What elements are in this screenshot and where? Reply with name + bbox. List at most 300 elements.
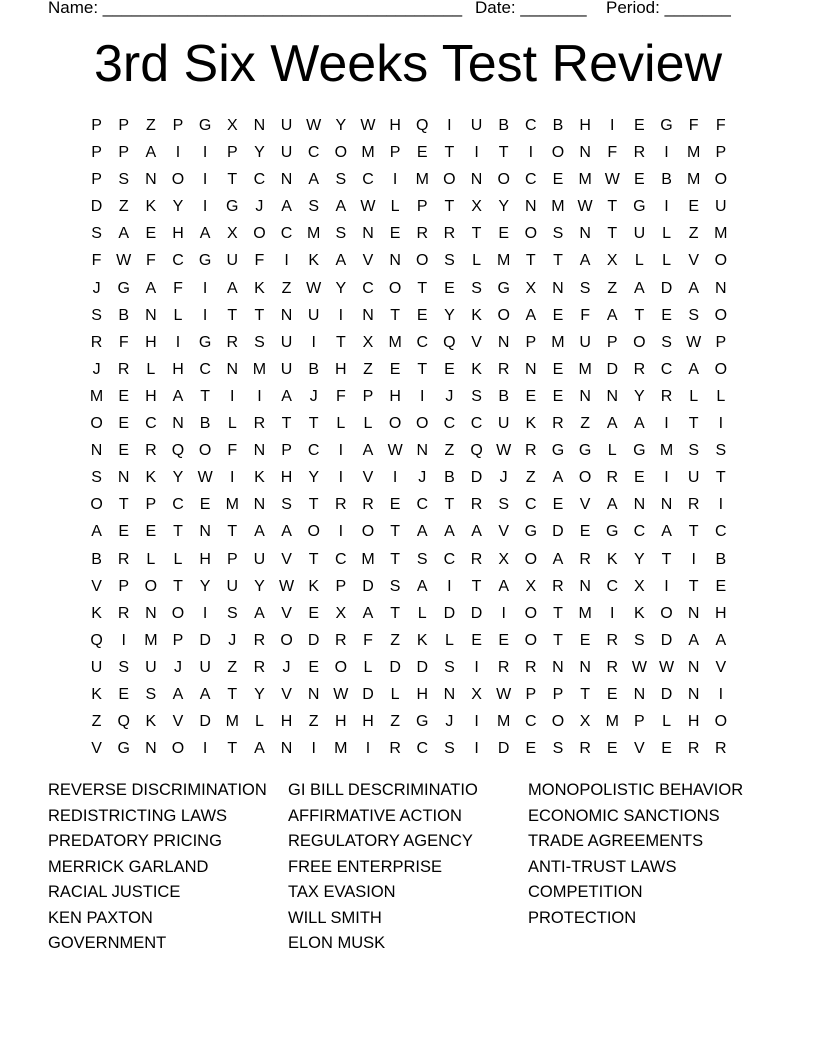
grid-cell[interactable]: R: [117, 360, 130, 378]
grid-cell[interactable]: I: [718, 496, 724, 514]
grid-cell[interactable]: G: [497, 279, 510, 297]
grid-cell[interactable]: U: [687, 469, 700, 487]
grid-cell[interactable]: R: [579, 740, 591, 758]
grid-cell[interactable]: E: [444, 360, 455, 378]
grid-cell[interactable]: T: [227, 740, 238, 758]
grid-cell[interactable]: V: [471, 333, 482, 351]
grid-cell[interactable]: E: [552, 306, 564, 324]
grid-cell[interactable]: W: [604, 171, 620, 189]
grid-cell[interactable]: N: [470, 171, 483, 189]
grid-cell[interactable]: A: [579, 252, 591, 270]
grid-cell[interactable]: T: [390, 523, 400, 541]
grid-cell[interactable]: P: [552, 685, 564, 703]
grid-cell[interactable]: U: [280, 144, 293, 162]
grid-cell[interactable]: L: [689, 387, 699, 405]
grid-cell[interactable]: N: [145, 171, 157, 189]
grid-cell[interactable]: V: [281, 604, 292, 622]
grid-cell[interactable]: V: [91, 577, 102, 595]
grid-cell[interactable]: W: [577, 198, 593, 216]
grid-cell[interactable]: F: [688, 117, 699, 134]
grid-cell[interactable]: V: [688, 252, 699, 270]
grid-cell[interactable]: V: [362, 469, 374, 487]
grid-cell[interactable]: N: [633, 685, 646, 703]
grid-cell[interactable]: O: [551, 144, 565, 162]
grid-cell[interactable]: D: [552, 523, 564, 541]
grid-cell[interactable]: C: [443, 550, 456, 568]
grid-cell[interactable]: S: [91, 469, 102, 487]
grid-cell[interactable]: Z: [227, 658, 238, 676]
grid-cell[interactable]: U: [715, 198, 727, 216]
grid-cell[interactable]: R: [335, 631, 347, 649]
grid-cell[interactable]: Y: [634, 550, 645, 568]
grid-cell[interactable]: E: [308, 604, 320, 622]
grid-cell[interactable]: Z: [363, 360, 373, 378]
grid-cell[interactable]: I: [202, 604, 208, 622]
grid-cell[interactable]: B: [118, 306, 130, 324]
grid-cell[interactable]: S: [254, 333, 265, 351]
grid-cell[interactable]: I: [664, 198, 669, 216]
grid-cell[interactable]: O: [524, 604, 538, 622]
grid-cell[interactable]: Z: [688, 225, 699, 243]
grid-cell[interactable]: I: [420, 387, 425, 405]
grid-cell[interactable]: Z: [308, 713, 319, 731]
grid-cell[interactable]: M: [89, 387, 104, 405]
grid-cell[interactable]: A: [688, 279, 699, 297]
grid-cell[interactable]: I: [338, 469, 344, 487]
grid-cell[interactable]: I: [202, 279, 208, 297]
grid-cell[interactable]: A: [362, 442, 374, 460]
grid-cell[interactable]: S: [552, 225, 564, 243]
grid-cell[interactable]: M: [334, 740, 348, 758]
grid-cell[interactable]: D: [660, 279, 673, 297]
grid-cell[interactable]: K: [525, 415, 537, 433]
grid-cell[interactable]: O: [714, 306, 728, 324]
grid-cell[interactable]: I: [664, 415, 669, 433]
grid-cell[interactable]: N: [443, 685, 456, 703]
grid-cell[interactable]: N: [525, 360, 537, 378]
grid-cell[interactable]: Y: [172, 198, 184, 216]
grid-cell[interactable]: T: [444, 198, 455, 216]
grid-cell[interactable]: T: [471, 577, 482, 595]
grid-cell[interactable]: I: [365, 740, 371, 758]
grid-cell[interactable]: X: [606, 252, 618, 270]
grid-cell[interactable]: P: [525, 685, 537, 703]
grid-cell[interactable]: I: [338, 306, 344, 324]
grid-cell[interactable]: I: [202, 144, 208, 162]
grid-cell[interactable]: I: [202, 171, 208, 189]
grid-cell[interactable]: U: [145, 658, 157, 676]
grid-cell[interactable]: T: [200, 387, 211, 405]
grid-cell[interactable]: I: [121, 631, 126, 649]
grid-cell[interactable]: F: [118, 333, 129, 351]
word-search-grid[interactable]: [83, 112, 734, 762]
grid-cell[interactable]: N: [117, 469, 130, 487]
grid-cell[interactable]: P: [118, 117, 130, 134]
grid-cell[interactable]: S: [335, 171, 347, 189]
grid-cell[interactable]: N: [715, 279, 727, 297]
grid-cell[interactable]: W: [279, 577, 295, 595]
grid-cell[interactable]: C: [362, 279, 374, 297]
grid-cell[interactable]: C: [280, 225, 293, 243]
grid-cell[interactable]: S: [335, 225, 347, 243]
grid-cell[interactable]: C: [416, 740, 429, 758]
grid-cell[interactable]: T: [607, 198, 618, 216]
grid-cell[interactable]: E: [118, 523, 130, 541]
grid-cell[interactable]: D: [307, 631, 320, 649]
grid-cell[interactable]: R: [443, 225, 456, 243]
grid-cell[interactable]: A: [199, 225, 211, 243]
grid-cell[interactable]: R: [687, 740, 700, 758]
grid-cell[interactable]: P: [715, 333, 727, 351]
grid-cell[interactable]: P: [281, 442, 292, 460]
grid-cell[interactable]: D: [606, 360, 619, 378]
grid-cell[interactable]: U: [226, 577, 239, 595]
grid-cell[interactable]: E: [525, 387, 537, 405]
grid-cell[interactable]: V: [498, 523, 510, 541]
grid-cell[interactable]: R: [470, 496, 483, 514]
grid-cell[interactable]: M: [605, 713, 619, 731]
grid-cell[interactable]: T: [715, 469, 726, 487]
grid-cell[interactable]: C: [715, 523, 727, 541]
grid-cell[interactable]: O: [551, 713, 565, 731]
grid-cell[interactable]: H: [172, 225, 184, 243]
grid-cell[interactable]: N: [579, 225, 591, 243]
grid-cell[interactable]: K: [91, 604, 102, 622]
grid-cell[interactable]: M: [144, 631, 158, 649]
grid-cell[interactable]: T: [227, 306, 238, 324]
grid-cell[interactable]: T: [661, 550, 672, 568]
grid-cell[interactable]: S: [444, 740, 455, 758]
grid-cell[interactable]: H: [335, 713, 347, 731]
grid-cell[interactable]: G: [578, 442, 592, 460]
grid-cell[interactable]: L: [444, 631, 454, 649]
grid-cell[interactable]: N: [253, 496, 266, 514]
grid-cell[interactable]: B: [199, 415, 211, 433]
grid-cell[interactable]: U: [633, 225, 646, 243]
grid-cell[interactable]: R: [525, 658, 537, 676]
grid-cell[interactable]: L: [662, 225, 671, 243]
grid-cell[interactable]: E: [634, 117, 645, 134]
grid-cell[interactable]: T: [688, 523, 699, 541]
grid-cell[interactable]: H: [145, 387, 157, 405]
grid-cell[interactable]: T: [308, 496, 319, 514]
grid-cell[interactable]: L: [417, 604, 427, 622]
grid-cell[interactable]: S: [416, 550, 428, 568]
grid-cell[interactable]: Y: [199, 577, 211, 595]
grid-cell[interactable]: V: [362, 252, 374, 270]
grid-cell[interactable]: A: [226, 279, 238, 297]
grid-cell[interactable]: W: [360, 198, 376, 216]
grid-cell[interactable]: N: [199, 523, 211, 541]
grid-cell[interactable]: K: [254, 469, 265, 487]
grid-cell[interactable]: Q: [117, 713, 130, 731]
grid-cell[interactable]: T: [390, 306, 400, 324]
grid-cell[interactable]: A: [688, 631, 699, 649]
grid-cell[interactable]: R: [525, 442, 537, 460]
grid-cell[interactable]: R: [606, 631, 619, 649]
grid-cell[interactable]: E: [416, 306, 428, 324]
grid-cell[interactable]: T: [580, 685, 590, 703]
grid-cell[interactable]: E: [389, 225, 401, 243]
grid-cell[interactable]: A: [254, 604, 265, 622]
grid-cell[interactable]: N: [307, 685, 320, 703]
grid-cell[interactable]: E: [661, 740, 672, 758]
grid-cell[interactable]: W: [496, 685, 512, 703]
grid-cell[interactable]: I: [474, 658, 479, 676]
grid-cell[interactable]: M: [415, 171, 429, 189]
grid-cell[interactable]: G: [226, 198, 239, 216]
grid-cell[interactable]: J: [445, 713, 454, 731]
grid-cell[interactable]: Y: [254, 577, 265, 595]
grid-cell[interactable]: O: [280, 631, 293, 649]
grid-cell[interactable]: P: [118, 144, 130, 162]
grid-cell[interactable]: T: [173, 577, 183, 595]
grid-cell[interactable]: C: [362, 171, 374, 189]
grid-cell[interactable]: M: [252, 360, 267, 378]
grid-cell[interactable]: H: [172, 360, 184, 378]
grid-cell[interactable]: O: [171, 171, 185, 189]
grid-cell[interactable]: S: [688, 442, 699, 460]
grid-cell[interactable]: F: [363, 631, 373, 649]
grid-cell[interactable]: R: [715, 740, 727, 758]
grid-cell[interactable]: N: [253, 442, 266, 460]
grid-cell[interactable]: U: [90, 658, 103, 676]
grid-cell[interactable]: O: [497, 171, 510, 189]
grid-cell[interactable]: P: [715, 144, 727, 162]
grid-cell[interactable]: B: [91, 550, 102, 568]
grid-cell[interactable]: K: [471, 306, 482, 324]
grid-cell[interactable]: A: [118, 225, 130, 243]
grid-cell[interactable]: S: [281, 496, 292, 514]
grid-cell[interactable]: H: [416, 685, 429, 703]
grid-cell[interactable]: H: [389, 387, 401, 405]
grid-cell[interactable]: E: [498, 631, 510, 649]
grid-cell[interactable]: N: [362, 306, 374, 324]
grid-cell[interactable]: J: [309, 387, 318, 405]
grid-cell[interactable]: T: [254, 306, 265, 324]
grid-cell[interactable]: N: [145, 306, 157, 324]
grid-cell[interactable]: C: [525, 496, 537, 514]
grid-cell[interactable]: A: [715, 631, 727, 649]
grid-cell[interactable]: T: [688, 415, 699, 433]
grid-cell[interactable]: S: [498, 496, 510, 514]
grid-cell[interactable]: J: [173, 658, 182, 676]
grid-cell[interactable]: R: [552, 415, 564, 433]
grid-cell[interactable]: C: [443, 415, 456, 433]
grid-cell[interactable]: A: [199, 685, 211, 703]
grid-cell[interactable]: O: [497, 306, 510, 324]
grid-cell[interactable]: Y: [444, 306, 455, 324]
grid-cell[interactable]: B: [552, 117, 564, 134]
grid-cell[interactable]: P: [634, 713, 645, 731]
grid-cell[interactable]: I: [175, 144, 181, 162]
grid-cell[interactable]: Z: [444, 442, 455, 460]
grid-cell[interactable]: D: [443, 604, 456, 622]
grid-cell[interactable]: I: [284, 252, 289, 270]
grid-cell[interactable]: Z: [525, 469, 536, 487]
grid-cell[interactable]: U: [199, 658, 211, 676]
grid-cell[interactable]: L: [390, 685, 400, 703]
grid-cell[interactable]: N: [362, 225, 374, 243]
grid-cell[interactable]: E: [579, 523, 591, 541]
grid-cell[interactable]: E: [715, 577, 727, 595]
grid-cell[interactable]: T: [553, 604, 563, 622]
grid-cell[interactable]: W: [306, 279, 322, 297]
grid-cell[interactable]: M: [307, 225, 321, 243]
grid-cell[interactable]: X: [335, 604, 347, 622]
name-field[interactable]: Name: ______________________________________: [48, 0, 463, 17]
grid-cell[interactable]: A: [606, 415, 618, 433]
grid-cell[interactable]: C: [307, 144, 320, 162]
grid-cell[interactable]: A: [661, 523, 672, 541]
grid-cell[interactable]: I: [202, 740, 208, 758]
grid-cell[interactable]: S: [552, 740, 564, 758]
grid-cell[interactable]: N: [687, 658, 700, 676]
grid-cell[interactable]: D: [199, 713, 211, 731]
grid-cell[interactable]: C: [525, 171, 537, 189]
grid-cell[interactable]: B: [308, 360, 320, 378]
grid-cell[interactable]: E: [606, 685, 618, 703]
period-field[interactable]: Period: _______: [606, 0, 731, 17]
grid-cell[interactable]: O: [524, 225, 538, 243]
grid-cell[interactable]: T: [118, 496, 129, 514]
grid-cell[interactable]: A: [444, 523, 455, 541]
grid-cell[interactable]: U: [280, 360, 293, 378]
grid-cell[interactable]: D: [389, 658, 401, 676]
grid-cell[interactable]: I: [175, 333, 181, 351]
grid-cell[interactable]: O: [388, 415, 402, 433]
grid-cell[interactable]: I: [474, 740, 479, 758]
grid-cell[interactable]: G: [198, 117, 212, 134]
grid-cell[interactable]: H: [280, 713, 293, 731]
grid-cell[interactable]: E: [579, 631, 591, 649]
grid-cell[interactable]: E: [606, 740, 618, 758]
grid-cell[interactable]: X: [525, 577, 537, 595]
date-field[interactable]: Date: _______: [475, 0, 587, 17]
grid-cell[interactable]: J: [282, 658, 291, 676]
grid-cell[interactable]: N: [660, 496, 673, 514]
grid-cell[interactable]: Q: [470, 442, 483, 460]
grid-cell[interactable]: H: [280, 469, 293, 487]
grid-cell[interactable]: M: [361, 550, 375, 568]
grid-cell[interactable]: L: [472, 252, 481, 270]
grid-cell[interactable]: O: [90, 415, 103, 433]
grid-cell[interactable]: A: [145, 144, 157, 162]
grid-cell[interactable]: V: [634, 740, 645, 758]
grid-cell[interactable]: L: [662, 252, 671, 270]
grid-cell[interactable]: E: [145, 225, 157, 243]
grid-cell[interactable]: O: [714, 360, 728, 378]
grid-cell[interactable]: H: [389, 117, 401, 134]
grid-cell[interactable]: R: [497, 658, 510, 676]
grid-cell[interactable]: S: [118, 171, 130, 189]
grid-cell[interactable]: S: [226, 604, 238, 622]
grid-cell[interactable]: A: [634, 415, 645, 433]
grid-cell[interactable]: R: [606, 469, 619, 487]
grid-cell[interactable]: T: [444, 144, 455, 162]
grid-cell[interactable]: I: [664, 469, 669, 487]
grid-cell[interactable]: Q: [171, 442, 185, 460]
grid-cell[interactable]: B: [498, 387, 510, 405]
grid-cell[interactable]: M: [659, 442, 674, 460]
grid-cell[interactable]: Z: [118, 198, 129, 216]
grid-cell[interactable]: L: [662, 713, 671, 731]
grid-cell[interactable]: R: [117, 550, 130, 568]
grid-cell[interactable]: Y: [634, 387, 645, 405]
grid-cell[interactable]: A: [335, 198, 347, 216]
grid-cell[interactable]: P: [172, 117, 184, 134]
grid-cell[interactable]: R: [687, 496, 700, 514]
grid-cell[interactable]: S: [471, 279, 482, 297]
grid-cell[interactable]: S: [145, 685, 157, 703]
grid-cell[interactable]: N: [579, 658, 591, 676]
grid-cell[interactable]: A: [281, 523, 292, 541]
grid-cell[interactable]: T: [308, 415, 319, 433]
grid-cell[interactable]: P: [91, 144, 102, 162]
grid-cell[interactable]: Z: [390, 713, 400, 731]
grid-cell[interactable]: U: [226, 252, 239, 270]
grid-cell[interactable]: G: [633, 198, 646, 216]
grid-cell[interactable]: C: [307, 442, 320, 460]
grid-cell[interactable]: A: [606, 496, 618, 514]
grid-cell[interactable]: E: [552, 360, 564, 378]
grid-cell[interactable]: A: [254, 740, 265, 758]
grid-cell[interactable]: G: [551, 442, 565, 460]
grid-cell[interactable]: Q: [90, 631, 103, 649]
grid-cell[interactable]: W: [116, 252, 132, 270]
grid-cell[interactable]: O: [714, 713, 728, 731]
grid-cell[interactable]: M: [687, 144, 701, 162]
grid-cell[interactable]: M: [225, 496, 239, 514]
grid-cell[interactable]: I: [528, 144, 534, 162]
grid-cell[interactable]: S: [688, 306, 699, 324]
grid-cell[interactable]: E: [634, 171, 645, 189]
grid-cell[interactable]: X: [226, 225, 238, 243]
grid-cell[interactable]: X: [226, 117, 238, 134]
grid-cell[interactable]: F: [145, 252, 156, 270]
grid-cell[interactable]: D: [362, 685, 374, 703]
grid-cell[interactable]: N: [579, 577, 591, 595]
grid-cell[interactable]: T: [281, 415, 292, 433]
grid-cell[interactable]: A: [145, 279, 157, 297]
grid-cell[interactable]: K: [416, 631, 428, 649]
grid-cell[interactable]: D: [90, 198, 103, 216]
grid-cell[interactable]: G: [117, 740, 130, 758]
grid-cell[interactable]: W: [387, 442, 403, 460]
grid-cell[interactable]: Q: [443, 333, 456, 351]
grid-cell[interactable]: P: [172, 631, 184, 649]
grid-cell[interactable]: T: [688, 577, 699, 595]
grid-cell[interactable]: P: [389, 144, 401, 162]
grid-cell[interactable]: H: [687, 713, 700, 731]
grid-cell[interactable]: K: [308, 577, 320, 595]
grid-cell[interactable]: A: [308, 171, 320, 189]
grid-cell[interactable]: I: [392, 469, 398, 487]
grid-cell[interactable]: T: [227, 523, 238, 541]
grid-cell[interactable]: C: [525, 713, 537, 731]
grid-cell[interactable]: A: [525, 306, 537, 324]
grid-cell[interactable]: M: [578, 604, 592, 622]
grid-cell[interactable]: J: [418, 469, 427, 487]
grid-cell[interactable]: Y: [254, 144, 265, 162]
grid-cell[interactable]: A: [281, 387, 292, 405]
grid-cell[interactable]: R: [606, 658, 619, 676]
grid-cell[interactable]: J: [92, 360, 101, 378]
grid-cell[interactable]: B: [661, 171, 672, 189]
grid-cell[interactable]: D: [199, 631, 211, 649]
grid-cell[interactable]: J: [445, 387, 454, 405]
grid-cell[interactable]: U: [470, 117, 483, 134]
